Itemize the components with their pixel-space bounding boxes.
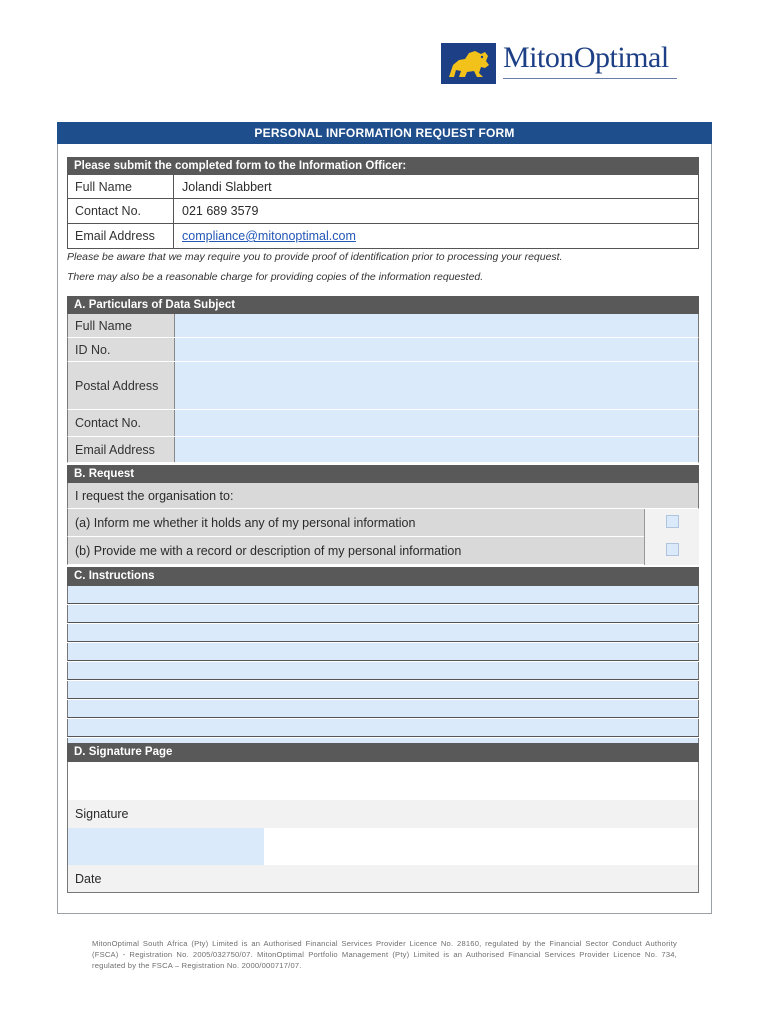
b-option-b-label: (b) Provide me with a record or description of my personal information: [67, 537, 699, 565]
lion-logo-icon: [441, 43, 496, 84]
a-row-postal: [67, 362, 699, 410]
contact-row-name: [67, 175, 699, 199]
b-option-a-label: (a) Inform me whether it holds any of my personal information: [67, 509, 699, 537]
b-option-b-cell: [644, 537, 699, 565]
a-full-name-label: Full Name: [75, 318, 132, 333]
section-d-header: D. Signature Page: [67, 743, 699, 762]
contact-phone-value: 021 689 3579: [182, 204, 259, 218]
date-label: Date: [67, 865, 699, 893]
a-contact-input[interactable]: [174, 410, 698, 436]
section-a-header: A. Particulars of Data Subject: [67, 296, 699, 315]
a-postal-label: Postal Address: [75, 378, 159, 393]
b-option-b-checkbox[interactable]: [666, 543, 679, 556]
date-row: [67, 828, 699, 865]
contact-row-email: [67, 224, 699, 249]
signature-label: Signature: [67, 800, 699, 828]
a-id-input[interactable]: [174, 338, 698, 361]
contact-name-value: Jolandi Slabbert: [182, 179, 272, 194]
instruction-line[interactable]: [67, 605, 699, 623]
instruction-line[interactable]: [67, 719, 699, 737]
contact-name-label: Full Name: [68, 175, 174, 198]
instruction-line[interactable]: [67, 700, 699, 718]
a-row-email: [67, 437, 699, 463]
b-option-a-cell: [644, 509, 699, 537]
logo-wordmark: MitonOptimal: [503, 41, 669, 74]
b-intro: I request the organisation to:: [67, 483, 699, 509]
contact-phone-label: Contact No.: [68, 199, 174, 223]
contact-email-value: [174, 224, 698, 248]
instruction-line[interactable]: [67, 681, 699, 699]
form-title: PERSONAL INFORMATION REQUEST FORM: [57, 122, 712, 144]
a-email-label: Email Address: [75, 442, 155, 457]
instruction-line[interactable]: [67, 624, 699, 642]
id-proof-note: Please be aware that we may require you to provide proof of identification prior to processing your request.: [67, 251, 563, 263]
logo-underline: [503, 78, 677, 79]
instruction-line[interactable]: [67, 662, 699, 680]
contact-row-phone: [67, 199, 699, 224]
instruction-line[interactable]: [67, 643, 699, 661]
a-row-full-name: [67, 314, 699, 338]
a-id-label: ID No.: [75, 342, 111, 357]
a-contact-label: Contact No.: [75, 416, 142, 430]
signature-box[interactable]: [67, 762, 699, 800]
b-option-a-checkbox[interactable]: [666, 515, 679, 528]
footer-disclaimer: MitonOptimal South Africa (Pty) Limited is an Authorised Financial Services Provider Licence No. 28160, regulated by the Financial Sector Conduct Authority (FSCA) - Registration No. 2005/032750/07. MitonOptimal Portfolio Management (Pty) Limited is an Authorised Financial Services Provider Licence No. 734, regulated by the FSCA – Registration No. 2000/000717/07.: [92, 939, 677, 970]
submit-section-header: Please submit the completed form to the Information Officer:: [67, 157, 699, 175]
section-b-header: B. Request: [67, 465, 699, 484]
date-input[interactable]: [68, 828, 264, 865]
a-row-contact: [67, 410, 699, 437]
a-row-id: [67, 338, 699, 362]
charge-note: There may also be a reasonable charge for providing copies of the information requested.: [67, 271, 484, 283]
section-c-header: C. Instructions: [67, 567, 699, 586]
contact-email-label: Email Address: [68, 224, 174, 248]
company-logo: [441, 43, 677, 84]
a-email-input[interactable]: [174, 437, 698, 462]
instruction-line[interactable]: [67, 586, 699, 604]
a-full-name-input[interactable]: [174, 314, 698, 337]
a-postal-input[interactable]: [174, 362, 698, 409]
contact-email-link[interactable]: compliance@mitonoptimal.com: [182, 229, 356, 243]
